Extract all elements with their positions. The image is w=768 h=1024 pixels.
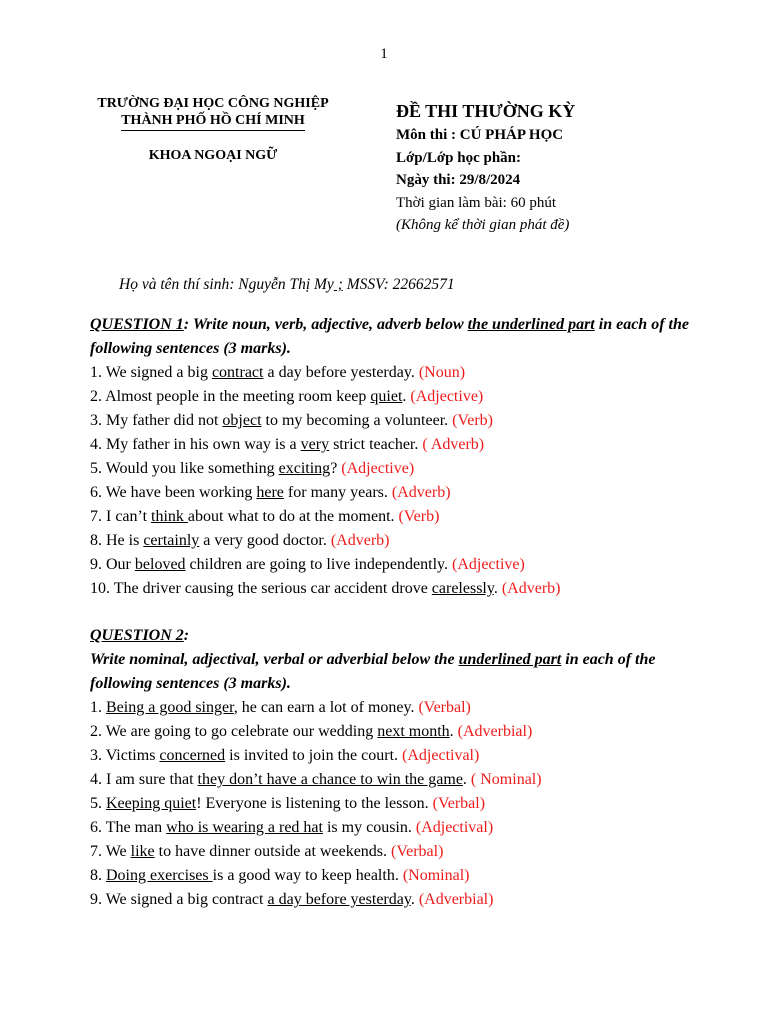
question-2-colon: :	[183, 627, 190, 644]
sentence-text-end: about what to do at the moment.	[187, 508, 399, 525]
question-1-instr-text: : Write noun, verb, adjective, adverb below	[183, 316, 468, 333]
question-2-heading	[90, 624, 690, 648]
sentence-text-end: for many years.	[283, 484, 392, 501]
answer-label: (Adverbial)	[418, 891, 494, 908]
sentence-text: 2. Almost people in the meeting room keep	[90, 388, 371, 405]
question-item	[90, 385, 690, 409]
sentence-text-end: .	[462, 771, 471, 788]
sentence-text-end: is a good way to keep health.	[212, 867, 403, 884]
answer-label: (Adverbial)	[457, 723, 533, 740]
sentence-text-end: a very good doctor.	[199, 532, 331, 549]
sentence-text: 3. Victims	[90, 747, 160, 764]
sentence-text-end: to my becoming a volunteer.	[261, 412, 453, 429]
student-name: Họ và tên thí sinh: Nguyễn Thị My	[119, 276, 334, 293]
sentence-text: 8.	[90, 867, 106, 884]
exam-duration: Thời gian làm bài: 60 phút	[396, 194, 556, 211]
sentence-text-end: children are going to live independently.	[185, 556, 452, 573]
question-1-instr-underlined: the underlined part	[467, 316, 595, 333]
student-separator: ;	[333, 276, 343, 293]
underlined-part: very	[300, 436, 330, 453]
question-item	[90, 433, 690, 457]
answer-label: ( Adverb)	[422, 436, 485, 453]
school-name	[88, 95, 338, 131]
answer-label: ( Nominal)	[470, 771, 542, 788]
answer-label: (Adjective)	[451, 556, 525, 573]
underlined-part: Doing exercises	[106, 867, 213, 884]
underlined-part: beloved	[134, 556, 186, 573]
sentence-text: 7. We	[90, 843, 131, 860]
sentence-text-end: is my cousin.	[322, 819, 416, 836]
sentence-text: 6. The man	[90, 819, 167, 836]
question-item	[90, 481, 690, 505]
answer-label: (Adjectival)	[402, 747, 480, 764]
question-item	[90, 696, 690, 720]
sentence-text-end: is invited to join the court.	[225, 747, 403, 764]
question-item	[90, 888, 690, 912]
question-2-instr-underlined: underlined part	[458, 651, 562, 668]
student-info	[119, 276, 455, 294]
exam-note: (Không kể thời gian phát đề)	[396, 217, 570, 233]
answer-label: (Adverb)	[391, 484, 451, 501]
sentence-text: 1. We signed a big	[90, 364, 212, 381]
answer-label: (Verb)	[398, 508, 440, 525]
question-item	[90, 529, 690, 553]
sentence-text-end: .	[410, 891, 419, 908]
question-item	[90, 864, 690, 888]
sentence-text-end: , he can earn a lot of money.	[233, 699, 419, 716]
question-item	[90, 816, 690, 840]
underlined-part: here	[256, 484, 284, 501]
sentence-text: 9. Our	[90, 556, 135, 573]
answer-label: (Verbal)	[418, 699, 471, 716]
page-number: 1	[380, 46, 388, 62]
underlined-part: carelessly	[431, 580, 494, 597]
question-2-instr-text-end: in each of the following sentences (3 marks).	[90, 651, 656, 692]
underlined-part: quiet	[370, 388, 403, 405]
exam-date: Ngày thi: 29/8/2024	[396, 172, 521, 188]
sentence-text-end: ?	[330, 460, 342, 477]
sentence-text: 9. We signed a big contract	[90, 891, 268, 908]
underlined-part: Keeping quiet	[106, 795, 197, 812]
question-item	[90, 577, 690, 601]
answer-label: (Nominal)	[402, 867, 470, 884]
answer-label: (Adverb)	[330, 532, 390, 549]
question-item	[90, 505, 690, 529]
sentence-text-end: .	[493, 580, 502, 597]
question-1-instr-text-end: in each of the following sentences (3 marks).	[90, 316, 689, 357]
question-2-list	[90, 696, 690, 912]
school-name-line2: THÀNH PHỐ HỒ CHÍ MINH	[121, 112, 305, 131]
underlined-part: concerned	[159, 747, 226, 764]
question-item	[90, 457, 690, 481]
question-item	[90, 409, 690, 433]
answer-label: (Verbal)	[432, 795, 486, 812]
sentence-text: 4. My father in his own way is a	[90, 436, 301, 453]
underlined-part: like	[130, 843, 155, 860]
question-item	[90, 553, 690, 577]
underlined-part: contract	[211, 364, 264, 381]
answer-label: (Verb)	[452, 412, 494, 429]
sentence-text: 6. We have been working	[90, 484, 257, 501]
faculty-name: KHOA NGOẠI NGỮ	[148, 148, 278, 163]
sentence-text-end: to have dinner outside at weekends.	[154, 843, 392, 860]
sentence-text: 3. My father did not	[90, 412, 223, 429]
question-1-label: QUESTION 1	[90, 316, 184, 333]
exam-subject: Môn thi : CÚ PHÁP HỌC	[396, 127, 564, 143]
answer-label: (Noun)	[418, 364, 466, 381]
question-item	[90, 744, 690, 768]
question-item	[90, 768, 690, 792]
underlined-part: who is wearing a red hat	[166, 819, 323, 836]
question-1-instructions	[90, 313, 690, 361]
answer-label: (Verbal)	[391, 843, 444, 860]
exam-info	[396, 100, 575, 237]
underlined-part: certainly	[143, 532, 200, 549]
exam-class: Lớp/Lớp học phần:	[396, 149, 521, 166]
exam-title: ĐỀ THI THƯỜNG KỲ	[396, 101, 576, 121]
answer-label: (Adverb)	[501, 580, 561, 597]
question-1-list	[90, 361, 690, 601]
underlined-part: Being a good singer	[106, 699, 234, 716]
underlined-part: object	[222, 412, 262, 429]
answer-label: (Adjective)	[341, 460, 415, 477]
underlined-part: next month	[377, 723, 450, 740]
question-item	[90, 361, 690, 385]
underlined-part: they don’t have a chance to win the game	[197, 771, 463, 788]
underlined-part: think	[151, 508, 188, 525]
sentence-text-end: a day before yesterday.	[263, 364, 419, 381]
question-item	[90, 840, 690, 864]
sentence-text: 2. We are going to go celebrate our wedding	[90, 723, 378, 740]
student-id: MSSV: 22662571	[342, 276, 455, 293]
underlined-part: exciting	[278, 460, 331, 477]
sentence-text: 5. Would you like something	[90, 460, 279, 477]
sentence-text: 7. I can’t	[90, 508, 152, 525]
question-item	[90, 720, 690, 744]
exam-content	[90, 313, 690, 912]
sentence-text-end: ! Everyone is listening to the lesson.	[196, 795, 433, 812]
question-2-label: QUESTION 2	[90, 627, 184, 644]
sentence-text: 5.	[90, 795, 106, 812]
sentence-text: 10. The driver causing the serious car accident drove	[90, 580, 432, 597]
sentence-text-end: strict teacher.	[329, 436, 423, 453]
question-item	[90, 792, 690, 816]
sentence-text-end: .	[402, 388, 411, 405]
sentence-text: 1.	[90, 699, 106, 716]
answer-label: (Adjective)	[410, 388, 484, 405]
sentence-text: 4. I am sure that	[90, 771, 198, 788]
question-2-instr-text: Write nominal, adjectival, verbal or adverbial below the	[90, 651, 459, 668]
sentence-text: 8. He is	[90, 532, 144, 549]
school-name-line1: TRƯỜNG ĐẠI HỌC CÔNG NGHIỆP	[97, 96, 329, 111]
question-2-instructions	[90, 648, 690, 696]
underlined-part: a day before yesterday	[267, 891, 411, 908]
answer-label: (Adjectival)	[415, 819, 494, 836]
sentence-text-end: .	[449, 723, 458, 740]
